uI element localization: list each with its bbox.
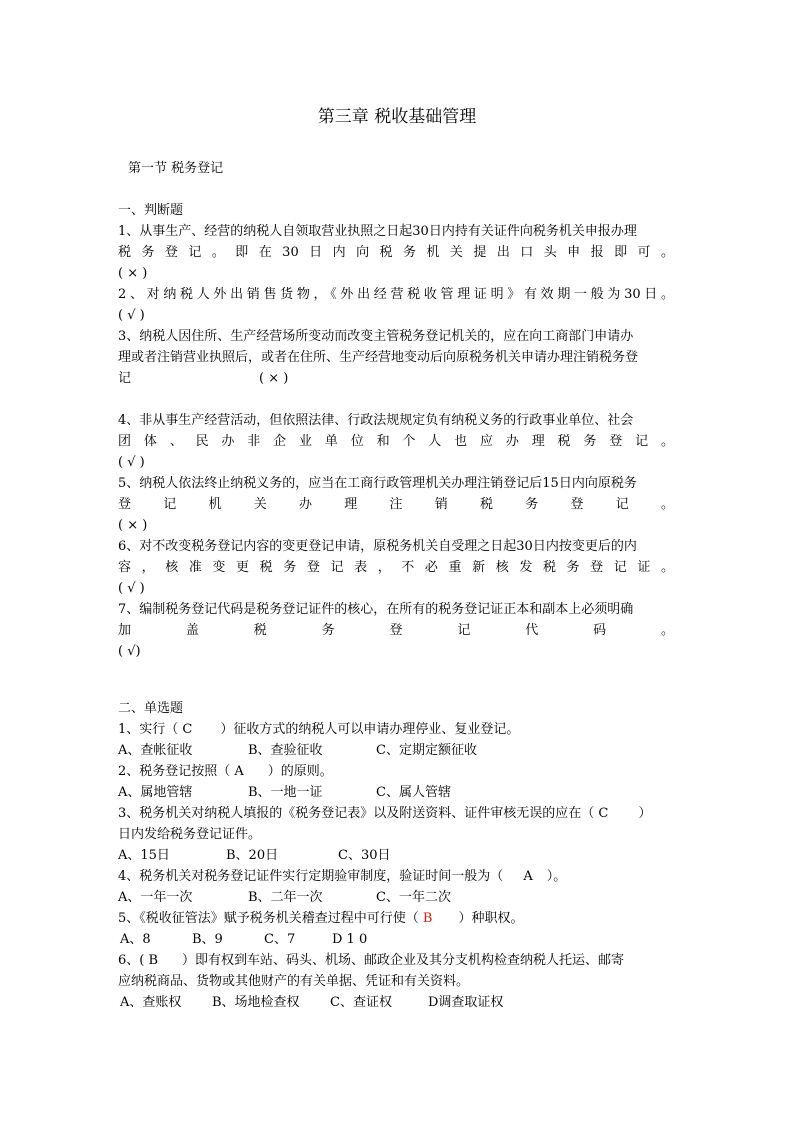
option-b: B、9 — [192, 932, 223, 947]
part-heading: 二、单选题 — [118, 701, 184, 716]
answer-letter: C — [182, 722, 193, 737]
question-line — [118, 719, 674, 740]
question-text: 记 — [118, 371, 132, 386]
question-line: 1、从事生产、经营的纳税人自领取营业执照之日起30日内持有关证件向税务机关申报办理 — [118, 224, 637, 239]
answer-mark: ( √) — [118, 644, 141, 659]
option-a: A、查账权 — [120, 995, 182, 1010]
answer-letter: C — [598, 806, 609, 821]
question-text: 5、《税收征管法》赋予税务机关稽查过程中可行使（ — [118, 911, 423, 926]
option-a: A、15日 — [118, 848, 170, 863]
option-b: B、场地检查权 — [212, 995, 300, 1010]
question-text: ） — [638, 806, 652, 821]
answer-letter: B — [422, 911, 433, 926]
question-line: 登记机关办理注销税务登记。 — [118, 497, 674, 512]
option-b: B、查验征收 — [248, 743, 323, 758]
question-line: 4、非从事生产经营活动，但依照法律、行政法规规定负有纳税义务的行政事业单位、社会 — [118, 413, 634, 428]
answer-letter: B — [148, 953, 159, 968]
answer-mark: ( √ ) — [118, 455, 145, 470]
question-line: 理或者注销营业执照后，或者在住所、生产经营地变动后向原税务机关申请办理注销税务登 — [118, 350, 639, 365]
question-line: 2、对纳税人外出销售货物，《外出经营税收管理证明》有效期一般为30日。 — [118, 287, 674, 302]
answer-letter: A — [523, 869, 533, 884]
question-line: 加盖税务登记代码。 — [118, 623, 674, 638]
question-line: 日内发给税务登记证件。 — [118, 827, 262, 842]
answer-mark: ( √ ) — [118, 308, 145, 323]
section-heading: 第一节 税务登记 — [128, 161, 224, 176]
option-a: A、属地管辖 — [118, 785, 193, 800]
answer-mark: ( × ) — [259, 371, 289, 386]
judge-section — [118, 200, 674, 662]
options-line — [118, 845, 674, 866]
question-line — [118, 761, 674, 782]
question-text: 6、( — [118, 953, 149, 968]
options-line — [118, 740, 674, 761]
question-line: 3、纳税人因住所、生产经营场所变动而改变主管税务登记机关的，应在向工商部门申请办 — [118, 329, 634, 344]
question-line — [118, 950, 674, 971]
answer-mark: ( × ) — [118, 266, 148, 281]
option-a: A、一年一次 — [118, 890, 193, 905]
options-line — [118, 782, 674, 803]
option-b: B、一地一证 — [248, 785, 323, 800]
option-d: D调查取证权 — [428, 995, 504, 1010]
option-d: D 1 0 — [332, 932, 368, 947]
question-line: 6、对不改变税务登记内容的变更登记申请，原税务机关自受理之日起30日内按变更后的内 — [118, 539, 637, 554]
option-c: C、7 — [264, 932, 296, 947]
option-a: A、查帐征收 — [118, 743, 193, 758]
question-line: 5、纳税人依法终止纳税义务的，应当在工商行政管理机关办理注销登记后15日内向原税务 — [118, 476, 637, 491]
option-c: C、属人管辖 — [376, 785, 451, 800]
question-text: ）的原则。 — [267, 764, 333, 779]
part-heading: 一、判断题 — [118, 203, 184, 218]
option-b: B、20日 — [226, 848, 279, 863]
question-text: ）种职权。 — [458, 911, 524, 926]
question-line: 团体、民办非企业单位和个人也应办理税务登记。 — [118, 434, 674, 449]
question-line: 7、编制税务登记代码是税务登记证件的核心，在所有的税务登记证正本和副本上必须明确 — [118, 602, 634, 617]
option-c: C、定期定额征收 — [376, 743, 477, 758]
blank-line — [118, 389, 674, 410]
single-choice-section — [118, 698, 674, 1013]
options-line — [118, 992, 674, 1013]
options-line — [118, 887, 674, 908]
question-line: 应纳税商品、货物或其他财产的有关单据、凭证和有关资料。 — [118, 974, 470, 989]
option-c: C、查证权 — [330, 995, 392, 1010]
question-line — [118, 908, 674, 929]
question-text: 2、税务登记按照（ — [118, 764, 235, 779]
question-line: 税务登记。即在30日内向税务机关提出口头申报即可。 — [118, 245, 674, 260]
chapter-title: 第三章 税收基础管理 — [317, 107, 477, 127]
option-c: C、30日 — [338, 848, 391, 863]
question-text: 1、实行（ — [118, 722, 183, 737]
option-a: A、8 — [120, 932, 151, 947]
option-c: C、一年二次 — [376, 890, 451, 905]
question-line — [118, 866, 674, 887]
question-line — [118, 803, 674, 824]
question-text: ）即有权到车站、码头、机场、邮政企业及其分支机构检查纳税人托运、邮寄 — [182, 953, 625, 968]
answer-letter: A — [234, 764, 244, 779]
question-line: 容，核准变更税务登记表，不必重新核发税务登记证。 — [118, 560, 674, 575]
option-b: B、二年一次 — [248, 890, 323, 905]
question-text: 3、税务机关对纳税人填报的《税务登记表》以及附送资料、证件审核无误的应在（ — [118, 806, 599, 821]
question-text: ）征收方式的纳税人可以申请办理停业、复业登记。 — [220, 722, 520, 737]
question-text: 4、税务机关对税务登记证件实行定期验审制度，验证时间一般为（ — [118, 869, 508, 884]
question-text: ）。 — [546, 869, 567, 884]
answer-mark: ( × ) — [118, 518, 148, 533]
question-line — [118, 368, 674, 389]
options-line — [118, 929, 674, 950]
answer-mark: ( √ ) — [118, 581, 145, 596]
